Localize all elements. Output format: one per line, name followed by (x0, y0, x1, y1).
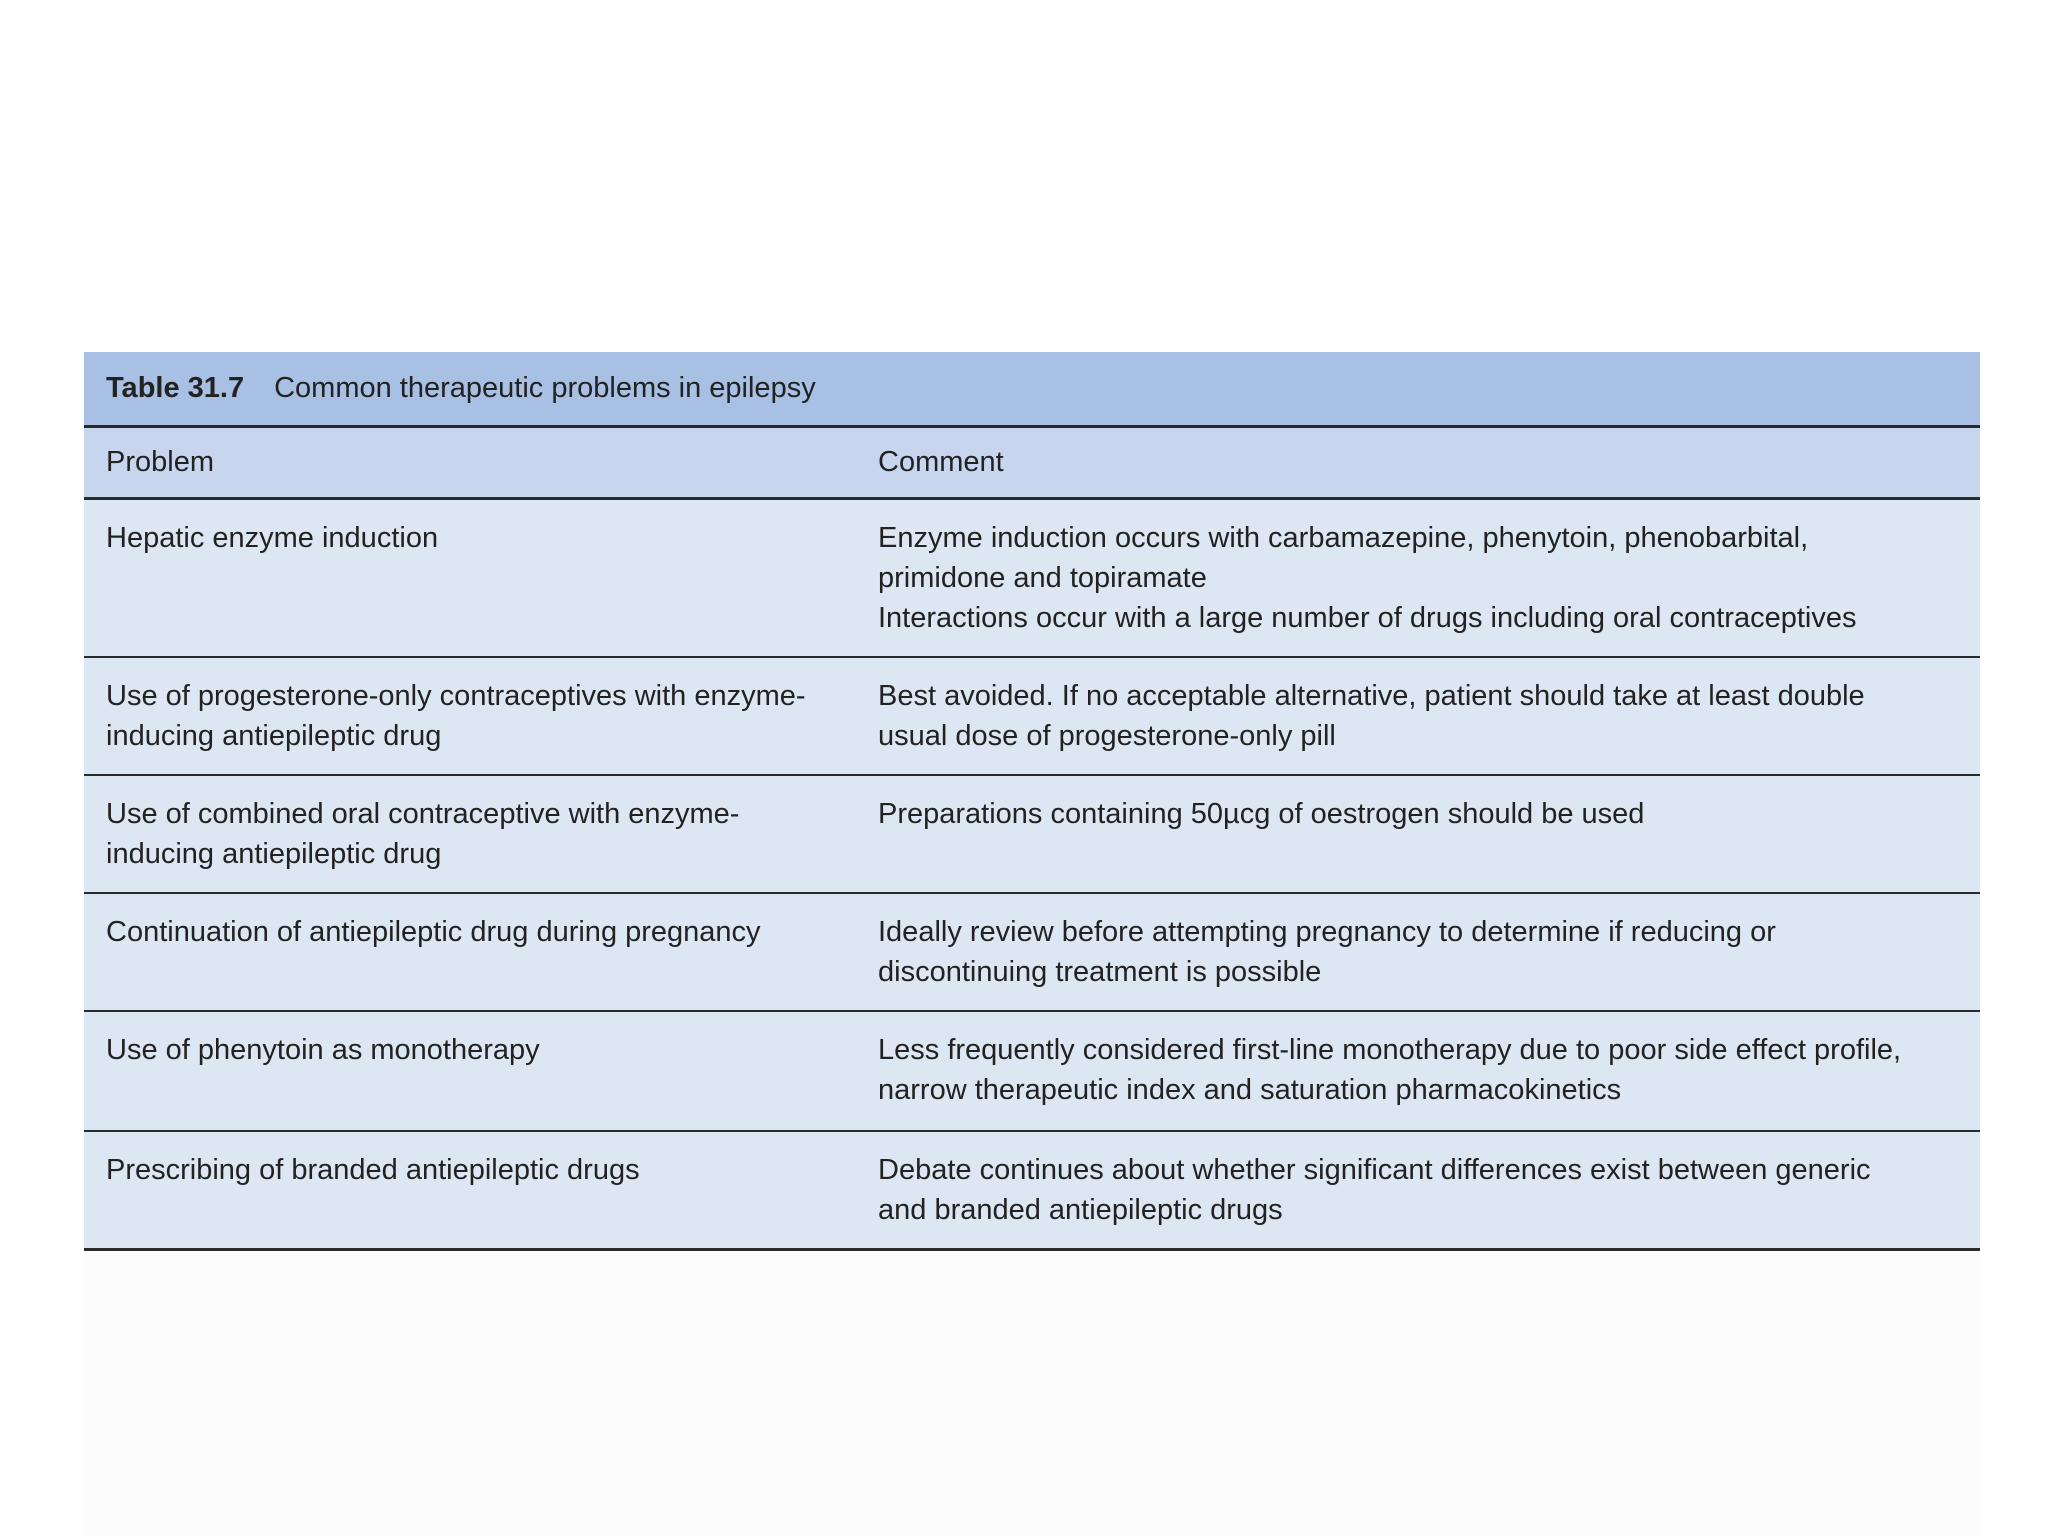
problem-cell: Prescribing of branded antiepileptic drugs (84, 1131, 856, 1250)
column-header-problem: Problem (84, 428, 856, 498)
table-caption-title: Common therapeutic problems in epilepsy (274, 372, 816, 404)
comment-cell: Enzyme induction occurs with carbamazepine, phenytoin, phenobarbital, primidone and topiramate Interactions occur with a large number of drugs including oral contraceptives (856, 498, 1980, 657)
problem-cell: Continuation of antiepileptic drug during pregnancy (84, 893, 856, 1011)
page-background-shade (84, 1253, 1980, 1536)
comment-cell: Less frequently considered first-line monotherapy due to poor side effect profile, narrow therapeutic index and saturation pharmacokinetics (856, 1011, 1980, 1131)
table-row (84, 498, 1980, 657)
comment-cell: Debate continues about whether significant differences exist between generic and branded antiepileptic drugs (856, 1131, 1980, 1250)
therapeutic-problems-table (84, 352, 1980, 1251)
table-caption (84, 352, 1980, 428)
comment-cell: Preparations containing 50µcg of oestrogen should be used (856, 775, 1980, 893)
comment-cell: Ideally review before attempting pregnancy to determine if reducing or discontinuing treatment is possible (856, 893, 1980, 1011)
table-row (84, 1131, 1980, 1250)
problem-cell: Use of progesterone-only contraceptives with enzyme- inducing antiepileptic drug (84, 657, 856, 775)
data-table (84, 428, 1980, 1251)
problem-cell: Use of phenytoin as monotherapy (84, 1011, 856, 1131)
table-row (84, 1011, 1980, 1131)
header-row (84, 428, 1980, 498)
column-header-comment: Comment (856, 428, 1980, 498)
problem-cell: Hepatic enzyme induction (84, 498, 856, 657)
table-caption-label: Table 31.7 (106, 372, 245, 404)
problem-cell: Use of combined oral contraceptive with enzyme- inducing antiepileptic drug (84, 775, 856, 893)
table-row (84, 893, 1980, 1011)
table-row (84, 775, 1980, 893)
comment-cell: Best avoided. If no acceptable alternative, patient should take at least double usual dose of progesterone-only pill (856, 657, 1980, 775)
table-row (84, 657, 1980, 775)
